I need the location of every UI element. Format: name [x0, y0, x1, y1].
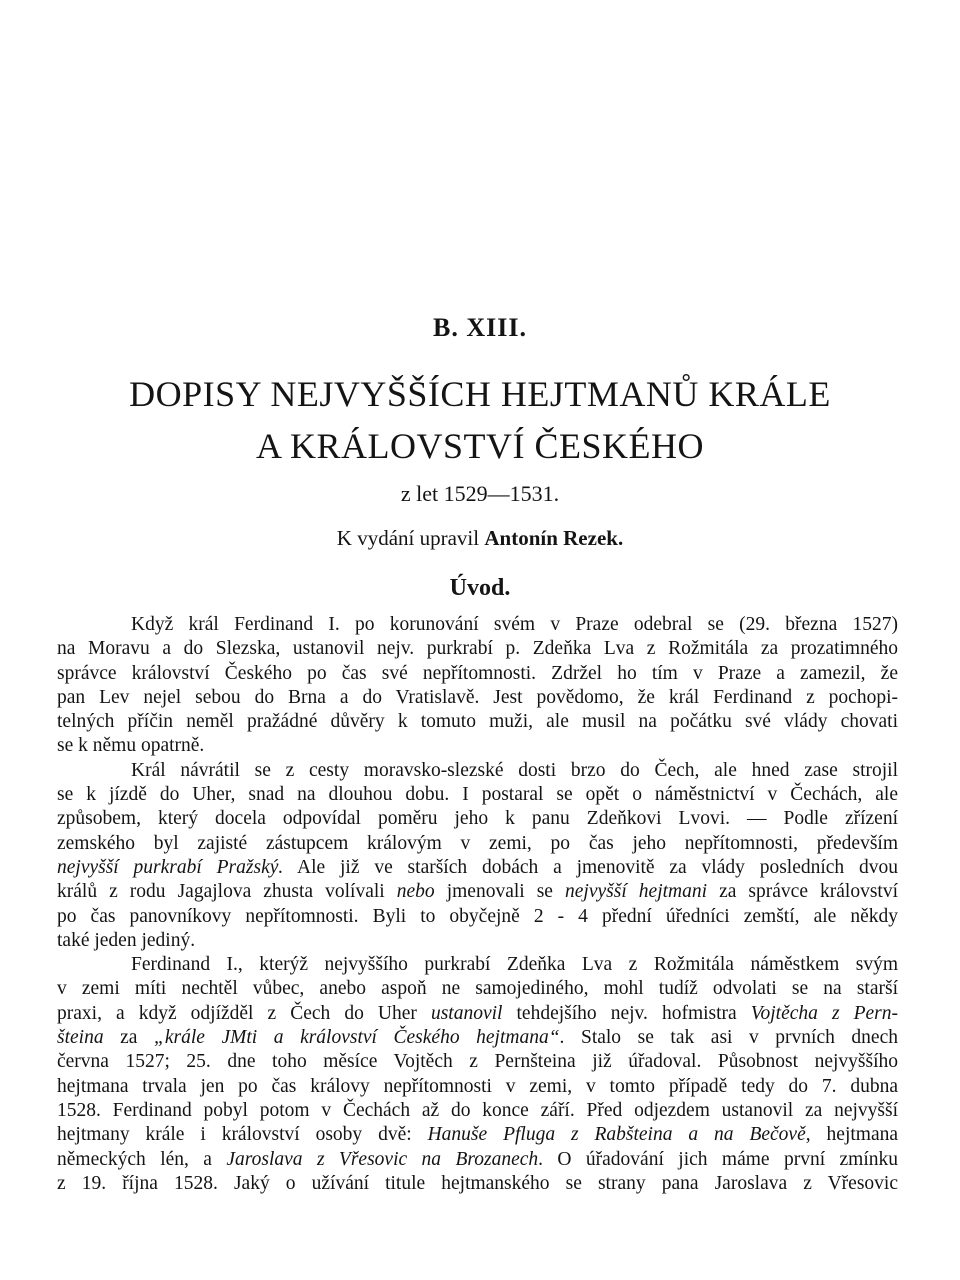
text-line	[57, 759, 898, 783]
text-line	[57, 929, 898, 953]
text-run: německých lén, a	[57, 1148, 227, 1170]
italic-run: Hanuše Pfluga z Rabšteina a na Bečově	[427, 1124, 806, 1146]
date-range: z let 1529—1531.	[400, 481, 560, 506]
italic-run: „krále JMti a království Českého hejtmana“	[154, 1027, 560, 1049]
title-line-2: A KRÁLOVSTVÍ ČESKÉHO	[255, 426, 704, 466]
series-label: B. XIII.	[433, 313, 527, 342]
text-run: jmenovali se	[434, 881, 566, 903]
text-line	[57, 953, 898, 977]
text-run: zemského byl zajisté zástupcem královým v zemi, po čas jeho nepřítomnosti, především	[57, 832, 898, 854]
text-line	[57, 1050, 898, 1074]
text-run: . O úřadování jich máme první zmínku	[538, 1148, 899, 1170]
italic-run: šteina	[57, 1027, 104, 1049]
document-title	[0, 368, 960, 472]
text-run: způsobem, který docela odpovídal poměru jeho k panu Zdeňkovi Lvovi. — Podle zřízení	[57, 808, 898, 830]
text-line	[57, 686, 898, 710]
text-run: , hejtmana	[805, 1124, 899, 1146]
text-run: se k němu opatrně.	[57, 735, 205, 757]
text-run: hejtmany krále i království osoby dvě:	[57, 1124, 428, 1146]
text-line	[57, 734, 898, 758]
text-line	[57, 613, 898, 637]
italic-run: Vojtěcha z Pern-	[750, 1002, 898, 1024]
italic-run: ustanovil	[430, 1002, 503, 1024]
text-line	[57, 1099, 898, 1123]
text-line	[57, 856, 898, 880]
text-run: také jeden jediný.	[57, 929, 196, 951]
text-run: hejtmana trvala jen po čas královy nepřítomnosti v zemi, v tomto případě tedy do 7. dubna	[57, 1075, 898, 1097]
text-run: tehdejšího nejv. hofmistra	[502, 1002, 751, 1024]
text-run: v zemi míti nechtěl vůbec, anebo aspoň ne samojediného, mohl tudíž odvolati se na starší	[57, 978, 898, 1000]
text-line	[57, 905, 898, 929]
text-run: Ferdinand I., kterýž nejvyššího purkrabí Zdeňka Lva z Rožmitála náměstkem svým	[131, 954, 898, 976]
text-line	[57, 783, 898, 807]
text-line	[57, 880, 898, 904]
text-line	[57, 1002, 898, 1026]
text-run: Když král Ferdinand I. po korunování svém v Praze odebral se (29. března 1527)	[131, 614, 898, 635]
italic-run: nebo	[396, 881, 435, 903]
text-line	[57, 977, 898, 1001]
text-run: června 1527; 25. dne toho měsíce Vojtěch z Pernšteina již úřadoval. Působnost nejvyššího	[57, 1051, 898, 1073]
editor-name: Antonín Rezek.	[484, 526, 624, 550]
text-line	[57, 807, 898, 831]
text-run: Král návrátil se z cesty moravsko-slezské dosti brzo do Čech, ale hned zase strojil	[131, 759, 898, 781]
body-text	[57, 613, 898, 1196]
text-line	[57, 1148, 898, 1172]
text-line	[57, 637, 898, 661]
text-run: z 19. října 1528. Jaký o užívání titule hejtmanského se strany pana Jaroslava z Vřesovic	[57, 1172, 898, 1194]
text-run: Ale již ve starších dobách a jmenovitě za vlády posledních dvou	[283, 856, 899, 878]
text-line	[57, 1026, 898, 1050]
text-run: 1528. Ferdinand pobyl potom v Čechách až do konce září. Před odjezdem ustanovil za nejvyšší	[57, 1099, 898, 1121]
text-run: králů z rodu Jagajlova zhusta volívali	[57, 881, 397, 903]
text-line	[57, 662, 898, 686]
text-line	[57, 1123, 898, 1147]
editor-prefix: K vydání upravil	[336, 526, 480, 550]
italic-run: nejvyšší purkrabí Pražský.	[57, 856, 284, 878]
editor-credit	[0, 526, 960, 551]
italic-run: Jaroslava z Vřesovic na Brozanech	[226, 1148, 539, 1170]
text-run: správce království Českého po čas své nepřítomnosti. Zdržel ho tím v Praze a zamezil, že	[57, 662, 898, 684]
italic-run: nejvyšší hejtmani	[565, 881, 708, 903]
title-line-1: DOPISY NEJVYŠŠÍCH HEJTMANŮ KRÁLE	[129, 374, 831, 414]
text-run: telných příčin neměl pražádné důvěry k tomuto muži, ale musil na počátku své vlády chovati	[57, 711, 898, 733]
text-run: za	[103, 1027, 155, 1049]
text-run: se k jízdě do Uher, snad na dlouhou dobu. I postaral se opět o náměstnictví v Čechách, ale	[57, 784, 898, 806]
text-line	[57, 710, 898, 734]
text-line	[57, 1075, 898, 1099]
text-run: pan Lev nejel sebou do Brna a do Vratislavě. Jest povědomo, že král Ferdinand z pochopi-	[57, 686, 898, 708]
text-run: po čas panovníkovy nepřítomnosti. Byli to obyčejně 2 - 4 přední úředníci zemští, ale někdy	[57, 905, 898, 927]
text-line	[57, 832, 898, 856]
text-run: za správce království	[707, 881, 899, 903]
text-run: . Stalo se tak asi v prvních dnech	[559, 1027, 898, 1049]
text-line	[57, 1172, 898, 1196]
section-heading: Úvod.	[449, 575, 511, 601]
text-run: praxi, a když odjížděl z Čech do Uher	[57, 1002, 431, 1024]
text-run: na Moravu a do Slezska, ustanovil nejv. purkrabí p. Zdeňka Lva z Rožmitála za prozatimného	[57, 638, 898, 660]
